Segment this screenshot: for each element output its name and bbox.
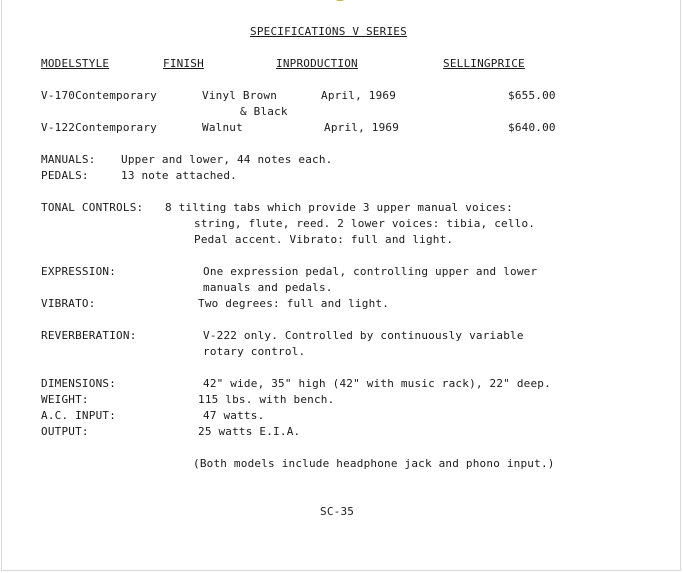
tonal-controls-line2: string, flute, reed. 2 lower voices: tibia, cello. [194,217,536,230]
model-price: $640.00 [508,121,556,134]
model-finish-continued: & Black [240,105,288,118]
footnote: (Both models include headphone jack and phono input.) [193,457,555,470]
vibrato-value: Two degrees: full and light. [198,297,390,310]
page-number: SC-35 [320,505,355,518]
page-border [1,0,681,571]
weight-value: 115 lbs. with bench. [198,393,335,406]
model-name: V-170Contemporary [41,89,157,102]
manuals-value: Upper and lower, 44 notes each. [121,153,333,166]
model-finish: Vinyl Brown [202,89,278,102]
dimensions-label: DIMENSIONS: [41,377,117,390]
weight-label: WEIGHT: [41,393,89,406]
dimensions-value: 42" wide, 35" high (42" with music rack), 22" deep. [203,377,551,390]
column-header-in-production: INPRODUCTION [276,57,358,70]
vibrato-label: VIBRATO: [41,297,96,310]
pedals-value: 13 note attached. [121,169,237,182]
reverberation-label: REVERBERATION: [41,329,137,342]
reverberation-line2: rotary control. [203,345,306,358]
document-title: SPECIFICATIONS V SERIES [250,25,407,38]
expression-label: EXPRESSION: [41,265,117,278]
model-price: $655.00 [508,89,556,102]
manuals-label: MANUALS: [41,153,96,166]
model-production-date: April, 1969 [324,121,400,134]
tonal-controls-line3: Pedal accent. Vibrato: full and light. [194,233,454,246]
model-name: V-122Contemporary [41,121,157,134]
model-production-date: April, 1969 [321,89,397,102]
ac-input-value: 47 watts. [203,409,265,422]
output-label: OUTPUT: [41,425,89,438]
output-value: 25 watts E.I.A. [198,425,301,438]
column-header-model-style: MODELSTYLE [41,57,110,70]
column-header-finish: FINISH [163,57,204,70]
ac-input-label: A.C. INPUT: [41,409,117,422]
tonal-controls-line1: 8 tilting tabs which provide 3 upper manual voices: [165,201,513,214]
reverberation-line1: V-222 only. Controlled by continuously variable [203,329,524,342]
model-finish: Walnut [202,121,243,134]
expression-line1: One expression pedal, controlling upper and lower [203,265,538,278]
pedals-label: PEDALS: [41,169,89,182]
column-header-selling-price: SELLINGPRICE [443,57,525,70]
tonal-controls-label: TONAL CONTROLS: [41,201,144,214]
expression-line2: manuals and pedals. [203,281,333,294]
